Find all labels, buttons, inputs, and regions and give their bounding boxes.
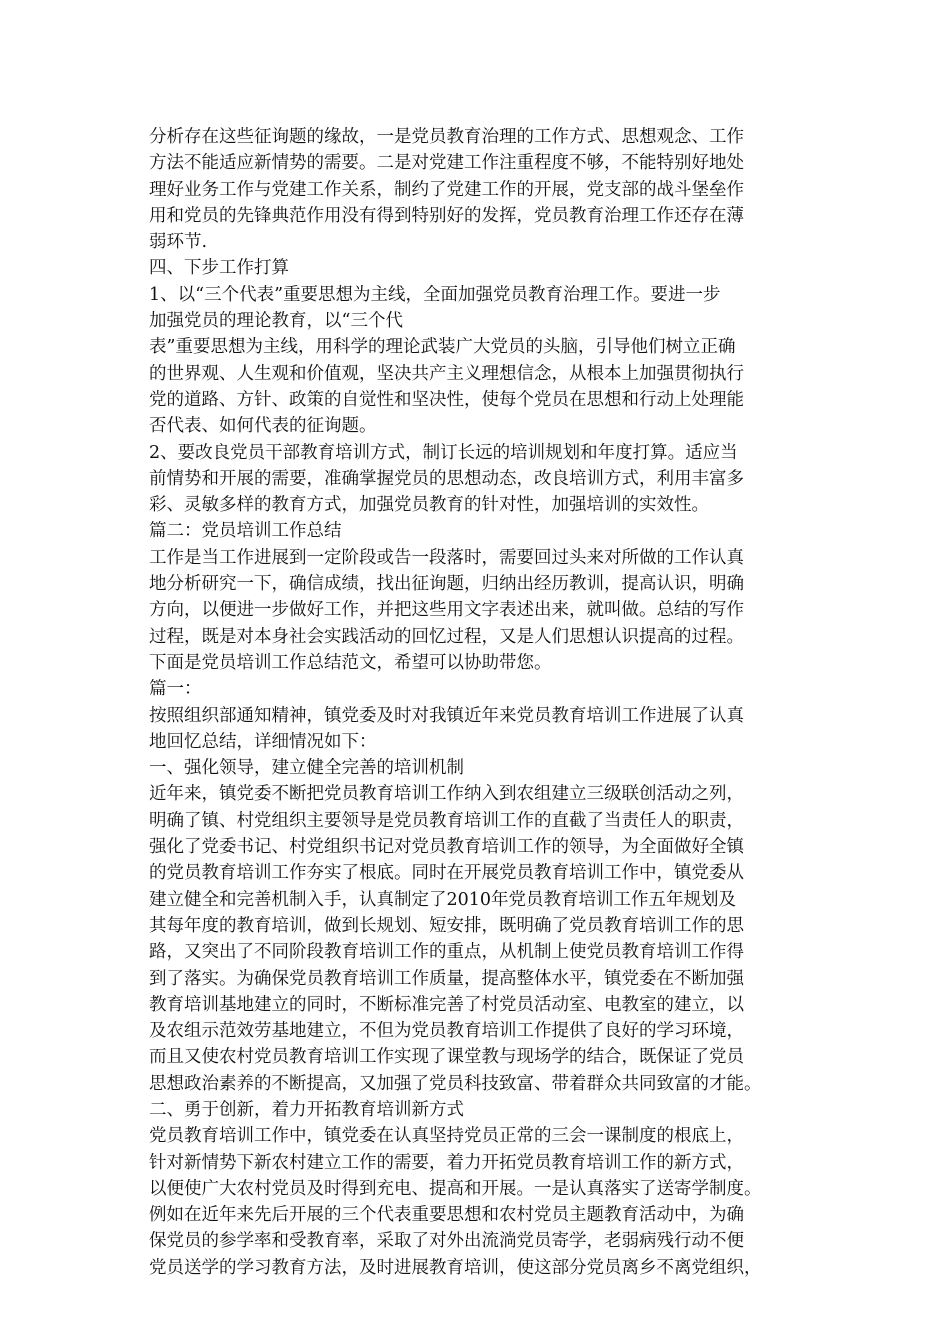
text-line: 的世界观、人生观和价值观，坚决共产主义理想信念，从根本上加强贯彻执行 [149,363,744,384]
text-line: 加强党员的理论教育，以“三个代 [149,311,403,332]
section-heading: 篇一： [149,679,202,700]
text-line: 党员送学的学习教育方法，及时进展教育培训，使这部分党员离乡不离党组织， [149,1257,762,1278]
document-body [149,124,819,1281]
text-line: 分析存在这些征询题的缘故，一是党员教育治理的工作方式、思想观念、工作 [149,127,744,147]
text-line: 党的道路、方针、政策的自觉性和坚决性，使每个党员在思想和行动上处理能 [149,389,744,410]
text-line: 其每年度的教育培训，做到长规划、短安排，既明确了党员教育培训工作的思 [149,915,744,936]
text-line: 用和党员的先锋典范作用没有得到特别好的发挥，党员教育治理工作还存在薄 [149,205,744,226]
text-line: 理好业务工作与党建工作关系，制约了党建工作的开展，党支部的战斗堡垒作 [149,179,744,200]
text-line: 而且又使农村党员教育培训工作实现了课堂教与现场学的结合，既保证了党员 [149,1047,744,1068]
text-line: 的党员教育培训工作夯实了根底。同时在开展党员教育培训工作中，镇党委从 [149,863,744,884]
text-line: 否代表、如何代表的征询题。 [149,416,377,437]
text-line: 及农组示范效劳基地建立，不但为党员教育培训工作提供了良好的学习环境， [149,1021,744,1042]
section-heading: 四、下步工作打算 [149,258,289,279]
text-line: 方法不能适应新情势的需要。二是对党建工作注重程度不够，不能特别好地处 [149,153,744,174]
text-line: 针对新情势下新农村建立工作的需要，着力开拓党员教育培训工作的新方式， [149,1152,744,1173]
text-line: 教育培训基地建立的同时，不断标准完善了村党员活动室、电教室的建立，以 [149,994,744,1015]
text-line: 工作是当工作进展到一定阶段或告一段落时，需要回过头来对所做的工作认真 [149,547,744,568]
section-heading: 一、强化领导，建立健全完善的培训机制 [149,758,464,779]
section-heading: 二、勇于创新，着力开拓教育培训新方式 [149,1099,464,1120]
text-line: 到了落实。为确保党员教育培训工作质量，提高整体水平，镇党委在不断加强 [149,968,744,989]
text-line: 2、要改良党员干部教育培训方式，制订长远的培训规划和年度打算。适应当 [149,442,738,463]
text-line: 前情势和开展的需要，准确掌握党员的思想动态，改良培训方式，利用丰富多 [149,468,744,489]
text-line: 地回忆总结，详细情况如下： [149,731,377,752]
text-line: 强化了党委书记、村党组织书记对党员教育培训工作的领导，为全面做好全镇 [149,837,744,858]
text-line: 例如在近年来先后开展的三个代表重要思想和农村党员主题教育活动中，为确 [149,1205,744,1226]
text-line: 1、以“三个代表”重要思想为主线，全面加强党员教育治理工作。要进一步 [149,284,721,305]
text-line: 建立健全和完善机制入手，认真制定了2010年党员教育培训工作五年规划及 [149,889,737,910]
text-line: 保党员的参学率和受教育率，采取了对外出流淌党员寄学，老弱病残行动不便 [149,1231,744,1252]
text-line: 近年来，镇党委不断把党员教育培训工作纳入到农组建立三级联创活动之列， [149,784,744,805]
text-line: 地分析研究一下，确信成绩，找出征询题，归纳出经历教训，提高认识，明确 [149,574,744,595]
text-line: 党员教育培训工作中，镇党委在认真坚持党员正常的三会一课制度的根底上， [149,1126,744,1147]
text-line: 过程，既是对本身社会实践活动的回忆过程，又是人们思想认识提高的过程。 [149,626,744,647]
text-line: 明确了镇、村党组织主要领导是党员教育培训工作的直截了当责任人的职责， [149,810,744,831]
text-line: 按照组织部通知精神，镇党委及时对我镇近年来党员教育培训工作进展了认真 [149,705,744,726]
section-heading: 篇二：党员培训工作总结 [149,521,342,542]
text-line: 弱环节. [149,232,208,253]
text-line: 下面是党员培训工作总结范文，希望可以协助带您。 [149,652,552,673]
text-line: 思想政治素养的不断提高，又加强了党员科技致富、带着群众共同致富的才能。 [149,1073,762,1094]
text-line: 路，又突出了不同阶段教育培训工作的重点，从机制上使党员教育培训工作得 [149,942,744,963]
text-line: 彩、灵敏多样的教育方式，加强党员教育的针对性，加强培训的实效性。 [149,495,709,516]
text-line: 方向，以便进一步做好工作，并把这些用文字表述出来，就叫做。总结的写作 [149,600,744,621]
text-line: 以便使广大农村党员及时得到充电、提高和开展。一是认真落实了送寄学制度。 [149,1178,762,1199]
text-line: 表”重要思想为主线，用科学的理论武装广大党员的头脑，引导他们树立正确 [149,337,736,358]
